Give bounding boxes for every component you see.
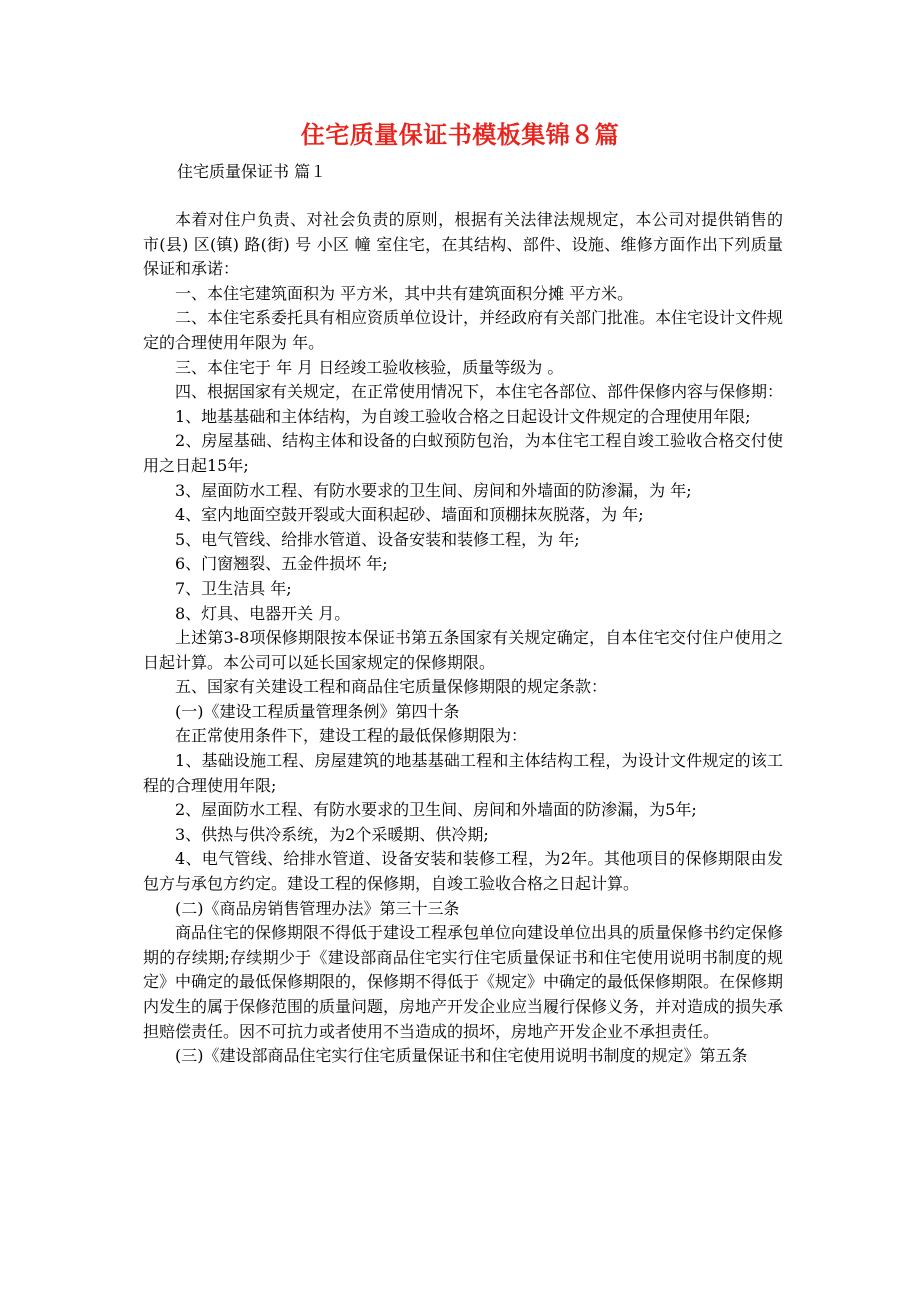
paragraph: 8、灯具、电器开关 月。 <box>175 603 351 623</box>
paragraph: 1、基础设施工程、房屋建筑的地基基础工程和主体结构工程，为设计文件规定的该工程的合理使用年限; <box>143 751 783 795</box>
section-heading: (三)《建设部商品住宅实行住宅质量保证书和住宅使用说明书制度的规定》第五条 <box>175 1046 748 1066</box>
paragraph: 在正常使用条件下，建设工程的最低保修期限为： <box>175 726 528 746</box>
paragraph: 4、室内地面空鼓开裂或大面积起砂、墙面和顶棚抹灰脱落，为 年; <box>175 505 644 525</box>
paragraph: 三、本住宅于 年 月 日经竣工验收核验，质量等级为 。 <box>175 357 564 377</box>
paragraph: 6、门窗翘裂、五金件损坏 年; <box>175 554 388 574</box>
paragraph: 2、屋面防水工程、有防水要求的卫生间、房间和外墙面的防渗漏，为5年; <box>175 800 697 820</box>
paragraph: 3、供热与供冷系统，为2个采暖期、供冷期; <box>175 824 489 844</box>
paragraph: 3、屋面防水工程、有防水要求的卫生间、房间和外墙面的防渗漏，为 年; <box>175 480 692 500</box>
paragraph: 1、地基基础和主体结构，为自竣工验收合格之日起设计文件规定的合理使用年限; <box>175 406 751 426</box>
paragraph: 上述第3-8项保修期限按本保证书第五条国家有关规定确定，自本住宅交付住户使用之日起计算。本公司可以延长国家规定的保修期限。 <box>143 628 783 672</box>
paragraph: 本着对住户负责、对社会负责的原则，根据有关法律法规规定，本公司对提供销售的 市(县) 区(镇) 路(街) 号 小区 幢 室住宅，在其结构、部件、设施、维修方面作出下列质量保证和承诺： <box>143 210 783 279</box>
paragraph: 5、电气管线、给排水管道、设备安装和装修工程，为 年; <box>175 529 580 549</box>
paragraph: 一、本住宅建筑面积为 平方米，其中共有建筑面积分摊 平方米。 <box>175 283 634 303</box>
paragraph: 2、房屋基础、结构主体和设备的白蚁预防包治，为本住宅工程自竣工验收合格交付使用之日起15年; <box>143 431 783 475</box>
paragraph: 四、根据国家有关规定，在正常使用情况下，本住宅各部位、部件保修内容与保修期： <box>175 382 784 402</box>
document-body <box>143 208 783 1069</box>
section-heading: (二)《商品房销售管理办法》第三十三条 <box>175 898 460 918</box>
paragraph: 商品住宅的保修期限不得低于建设工程承包单位向建设单位出具的质量保修书约定保修期的存续期;存续期少于《建设部商品住宅实行住宅质量保证书和住宅使用说明书制度的规定》中确定的最低保修期限的，保修期不得低于《规定》中确定的最低保修期限。在保修期内发生的属于保修范围的质量问题，房地产开发企业应当履行保修义务，并对造成的损失承担赔偿责任。因不可抗力或者使用不当造成的损坏，房地产开发企业不承担责任。 <box>143 923 784 1041</box>
section-heading: (一)《建设工程质量管理条例》第四十条 <box>175 701 460 721</box>
paragraph: 4、电气管线、给排水管道、设备安装和装修工程，为2年。其他项目的保修期限由发包方与承包方约定。建设工程的保修期，自竣工验收合格之日起计算。 <box>143 849 783 894</box>
paragraph: 五、国家有关建设工程和商品住宅质量保修期限的规定条款： <box>175 677 608 697</box>
paragraph: 二、本住宅系委托具有相应资质单位设计，并经政府有关部门批准。本住宅设计文件规定的合理使用年限为 年。 <box>143 308 784 352</box>
document-subtitle: 住宅质量保证书 篇１ <box>177 162 327 181</box>
paragraph: 7、卫生洁具 年; <box>175 578 292 598</box>
document-title: 住宅质量保证书模板集锦８篇 <box>300 121 620 149</box>
